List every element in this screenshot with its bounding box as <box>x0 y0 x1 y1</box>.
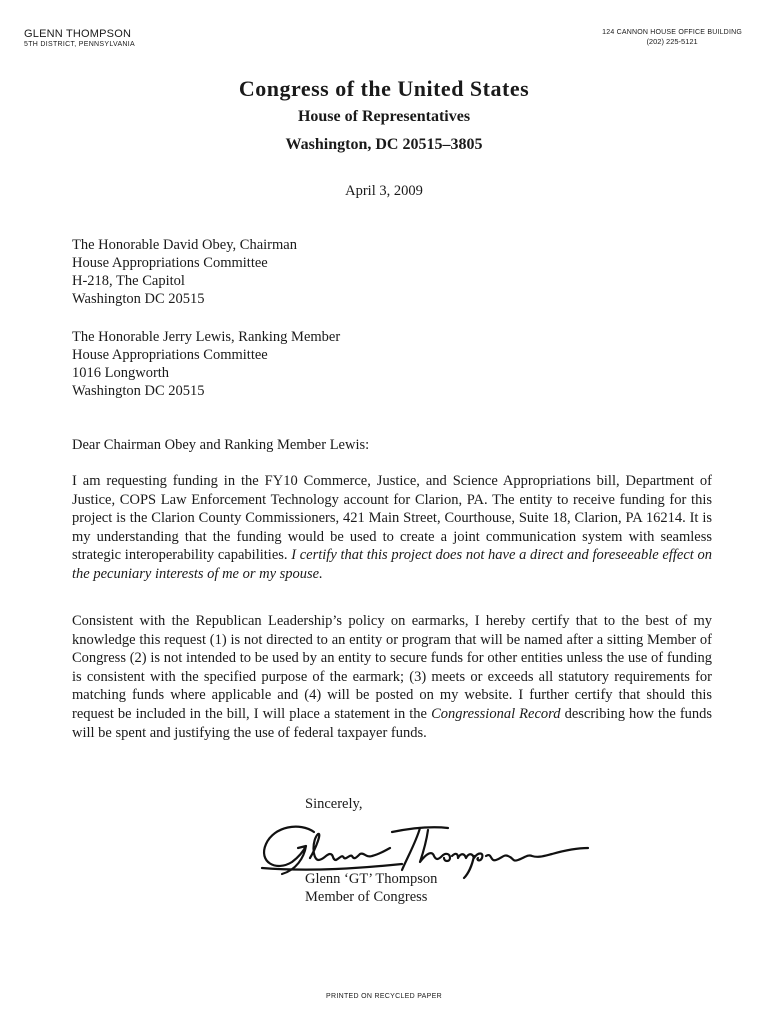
office-header <box>602 29 742 46</box>
body-paragraph-1 <box>72 472 712 584</box>
recipient-2-committee: House Appropriations Committee <box>72 347 268 363</box>
paragraph-1-text: I am requesting funding in the FY10 Commerce, Justice, and Science Appropriations bill, Department of Justice, COPS Law Enforcement Technology account for Clarion, PA. The entity to receive funding for this project is the Clarion County Commissioners, 421 Main Street, Courthouse, Suite 18, Clarion, PA 16214. It is my understanding that the funding would be used to create a joint communication system with seamless strategic interoperability capabilities. <box>72 473 712 564</box>
recipient-2-city: Washington DC 20515 <box>72 383 205 399</box>
signer-block <box>305 870 437 906</box>
masthead-address: Washington, DC 20515–3805 <box>285 136 483 153</box>
office-address: 124 CANNON HOUSE OFFICE BUILDING <box>602 29 742 36</box>
masthead-congress: Congress of the United States <box>238 76 530 101</box>
recipient-1-name: The Honorable David Obey, Chairman <box>72 237 297 253</box>
paragraph-2-after: describing how the funds will be spent and justifying the use of federal taxpayer funds. <box>72 705 713 741</box>
salutation: Dear Chairman Obey and Ranking Member Lewis: <box>72 437 370 453</box>
recipient-2-office: 1016 Longworth <box>72 365 170 381</box>
recipient-1-city: Washington DC 20515 <box>72 291 205 307</box>
recipient-1-office: H-218, The Capitol <box>72 273 185 289</box>
recycled-paper-notice: PRINTED ON RECYCLED PAPER <box>326 993 442 1000</box>
signer-title: Member of Congress <box>305 889 428 905</box>
recipient-1-committee: House Appropriations Committee <box>72 255 268 271</box>
office-phone: (202) 225-5121 <box>646 37 698 46</box>
recipient-address-1 <box>72 236 712 308</box>
letter-date: April 3, 2009 <box>345 183 423 199</box>
member-header <box>24 28 135 48</box>
publication-title: Congressional Record <box>431 705 561 722</box>
member-district: 5TH DISTRICT, PENNSYLVANIA <box>24 41 136 48</box>
recipient-address-2 <box>72 328 712 400</box>
certification-statement: I certify that this project does not have a direct and foreseeable effect on the pecuniary interests of me or my spouse. <box>72 547 713 582</box>
closing: Sincerely, <box>305 796 363 812</box>
recipient-2-name: The Honorable Jerry Lewis, Ranking Member <box>72 329 341 345</box>
masthead-house: House of Representatives <box>297 108 471 125</box>
body-paragraph-2 <box>72 612 712 742</box>
member-name: GLENN THOMPSON <box>24 28 132 40</box>
signer-name: Glenn ‘GT’ Thompson <box>305 871 438 887</box>
paragraph-2-before: Consistent with the Republican Leadership’s policy on earmarks, I hereby certify that to the best of my knowledge this request (1) is not directed to an entity or program that will be named after a sitting Member of Congress (2) is not intended to be used by an entity to secure funds for other entities unless the use of funding is consistent with the specified purpose of the earmark; (3) meets or exceeds all statutory requirements for matching funds where applicable and (4) will be posted on my website. I further certify that should this request be included in the bill, I will place a statement in the <box>72 613 712 722</box>
